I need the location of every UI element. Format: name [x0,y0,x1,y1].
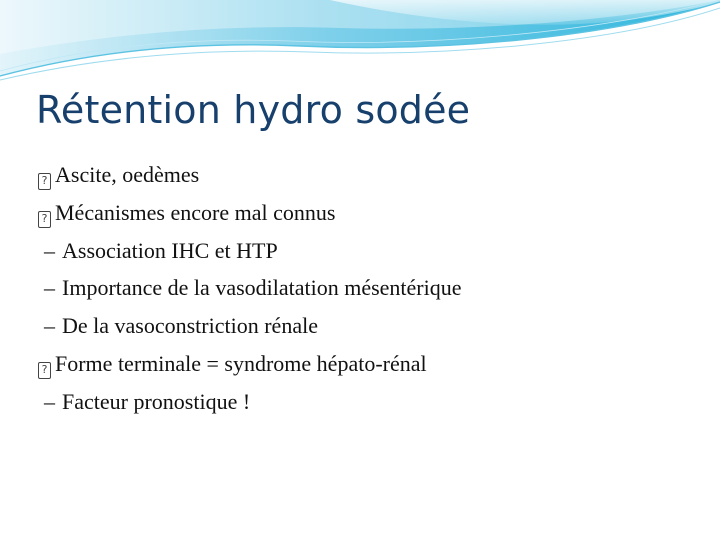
list-subitem [44,232,698,270]
list-item-text: Association IHC et HTP [62,237,278,263]
list-item-text: Ascite, oedèmes [55,162,200,187]
decorative-wave-band [0,0,720,90]
dash-marker: – [44,313,55,339]
missing-glyph-bullet-icon: ? [38,362,51,379]
list-item [38,194,698,232]
list-subitem [44,307,698,345]
slide-title: Rétention hydro sodée [36,88,471,132]
list-item-text: Forme terminale = syndrome hépato-rénal [55,350,427,376]
list-item-text: De la vasoconstriction rénale [62,313,318,339]
dash-marker: – [44,388,55,414]
dash-marker: – [44,237,55,263]
list-item-text: Importance de la vasodilatation mésentérique [62,275,462,301]
list-subitem [44,383,698,421]
list-item [38,156,698,194]
missing-glyph-bullet-icon: ? [38,173,51,190]
dash-marker: – [44,275,55,301]
bullet-list [38,156,698,421]
list-item [38,345,698,383]
list-subitem [44,269,698,307]
list-item-text: Mécanismes encore mal connus [55,199,336,225]
missing-glyph-bullet-icon: ? [38,211,51,228]
list-item-text: Facteur pronostique ! [62,388,251,414]
